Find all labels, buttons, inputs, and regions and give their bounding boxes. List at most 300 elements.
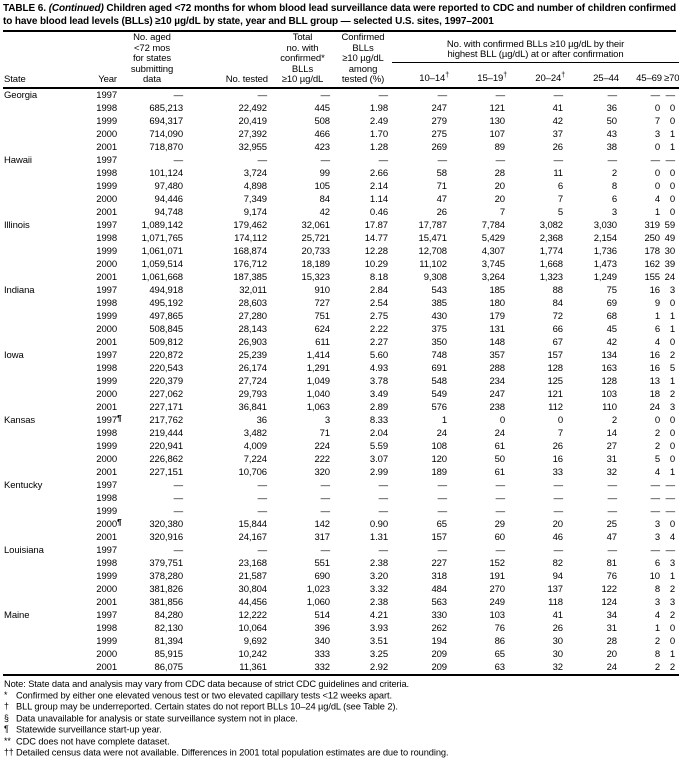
value-cell: 4 [654, 336, 660, 348]
value-cell: 15,471 [418, 232, 447, 244]
value-cell: — [607, 154, 617, 166]
value-cell: 1 [669, 128, 676, 140]
value-cell: 25 [606, 518, 617, 530]
state-cell [3, 232, 92, 245]
table-row [3, 297, 679, 310]
value-cell: 1 [654, 206, 660, 218]
value-cell: 8 [654, 648, 660, 660]
value-cell: 0 [499, 414, 505, 426]
value-cell: 86,075 [154, 661, 183, 673]
value-cell: 82 [552, 557, 563, 569]
value-cell: 1,414 [306, 349, 330, 361]
value-cell: 3 [654, 128, 660, 140]
value-cell: 2 [669, 349, 676, 361]
value-cell: 279 [431, 115, 447, 127]
value-cell: 85,915 [154, 648, 183, 660]
year-cell: 1999 [96, 115, 117, 127]
table-row [3, 362, 679, 375]
value-cell: — [257, 479, 267, 491]
value-cell: 1,063 [306, 401, 330, 413]
value-cell: 6 [654, 557, 660, 569]
value-cell: 148 [489, 336, 505, 348]
value-cell: — [665, 544, 676, 556]
value-cell: 7,784 [481, 219, 505, 231]
value-cell: 28 [494, 167, 505, 179]
value-cell: 26 [552, 440, 563, 452]
value-cell: 548 [431, 375, 447, 387]
value-cell: — [495, 505, 505, 517]
value-cell: 27,724 [238, 375, 267, 387]
year-cell: 2001 [96, 401, 117, 413]
value-cell: 30,804 [238, 583, 267, 595]
value-cell: 20 [606, 648, 617, 660]
table-row [3, 622, 679, 635]
value-cell: 10 [649, 570, 660, 582]
value-cell: 46 [552, 531, 563, 543]
value-cell: 2 [611, 167, 617, 179]
value-cell: — [553, 154, 563, 166]
state-cell [3, 258, 92, 271]
state-cell [3, 518, 92, 531]
state-cell [3, 271, 92, 284]
value-cell: 22,492 [238, 102, 267, 114]
year-cell: 1997 [96, 609, 117, 621]
value-cell: — [320, 154, 330, 166]
value-cell: 340 [314, 635, 330, 647]
value-cell: 2.66 [369, 167, 388, 179]
footnote [3, 747, 676, 759]
footnote-text: Detailed census data were not available. Differences in 2001 total population estimates are due to rounding. [16, 747, 449, 758]
year-cell: 1998 [96, 167, 117, 179]
value-cell: 42 [319, 206, 330, 218]
table-row [3, 505, 679, 518]
state-cell [3, 531, 92, 544]
value-cell: 423 [314, 141, 330, 153]
value-cell: 250 [644, 232, 660, 244]
value-cell: 94 [552, 570, 563, 582]
table-row [3, 141, 679, 154]
value-cell: — [650, 505, 660, 517]
value-cell: — [257, 505, 267, 517]
year-cell: 1997 [96, 284, 117, 296]
value-cell: 16 [649, 349, 660, 361]
value-cell: — [437, 505, 447, 517]
value-cell: — [173, 492, 183, 504]
col-header-year: Year [98, 74, 117, 85]
value-cell: 125 [547, 375, 563, 387]
value-cell: 137 [547, 583, 563, 595]
value-cell: 61 [494, 440, 505, 452]
value-cell: — [495, 492, 505, 504]
value-cell: 84 [319, 193, 330, 205]
value-cell: 219,444 [149, 427, 183, 439]
table-row [3, 258, 679, 271]
value-cell: 8 [611, 180, 617, 192]
value-cell: — [665, 505, 676, 517]
value-cell: 2 [654, 440, 660, 452]
value-cell: 63 [494, 661, 505, 673]
value-cell: 247 [489, 388, 505, 400]
col-header-state: State [4, 74, 26, 85]
value-cell: 0 [669, 180, 676, 192]
value-cell: 7 [557, 193, 563, 205]
value-cell: — [553, 492, 563, 504]
value-cell: 174,112 [234, 232, 267, 244]
value-cell: 2.84 [369, 284, 388, 296]
state-cell: Illinois [4, 219, 30, 231]
value-cell: 31 [606, 622, 617, 634]
year-cell: 2001 [96, 271, 117, 283]
year-cell: 2001 [96, 466, 117, 478]
value-cell: 4,307 [481, 245, 505, 257]
value-cell: 68 [606, 310, 617, 322]
table-row [3, 88, 679, 102]
footnote [3, 701, 676, 713]
state-cell [3, 388, 92, 401]
value-cell: 32 [552, 661, 563, 673]
value-cell: 12,708 [418, 245, 447, 257]
value-cell: — [378, 492, 388, 504]
value-cell: 0 [669, 427, 676, 439]
table-row [3, 596, 679, 609]
value-cell: 10,242 [238, 648, 267, 660]
year-cell: 2001 [96, 141, 117, 153]
table-row [3, 349, 679, 362]
year-cell: 2000 [96, 453, 117, 465]
table-row [3, 245, 679, 258]
value-cell: 910 [314, 284, 330, 296]
value-cell: 103 [601, 388, 617, 400]
value-cell: 168,874 [233, 245, 267, 257]
value-cell: — [257, 154, 267, 166]
footnote-text: Confirmed by either one elevated venous test or two elevated capillary tests <12 weeks apart. [16, 690, 392, 700]
col-header-no-tested: No. tested [225, 74, 268, 85]
value-cell: 69 [606, 297, 617, 309]
value-cell: 226,862 [149, 453, 183, 465]
value-cell: 189 [431, 466, 447, 478]
value-cell: — [665, 89, 676, 101]
value-cell: 220,872 [149, 349, 183, 361]
value-cell: 32,061 [301, 219, 330, 231]
value-cell: 1,071,765 [141, 232, 183, 244]
value-cell: 3 [654, 518, 660, 530]
state-cell [3, 141, 92, 154]
value-cell: — [437, 89, 447, 101]
value-cell: 0 [654, 102, 660, 114]
value-cell: 122 [601, 583, 617, 595]
value-cell: 24 [664, 271, 676, 283]
table-row [3, 518, 679, 531]
value-cell: 152 [489, 557, 505, 569]
value-cell: 4,009 [243, 440, 267, 452]
value-cell: 30 [552, 648, 563, 660]
value-cell: 31 [606, 453, 617, 465]
value-cell: 71 [319, 427, 330, 439]
value-cell: 13 [649, 375, 660, 387]
value-cell: 685,213 [149, 102, 183, 114]
value-cell: — [173, 89, 183, 101]
footnote [3, 690, 676, 702]
state-cell [3, 440, 92, 453]
value-cell: 751 [314, 310, 330, 322]
table-row [3, 440, 679, 453]
state-cell: Hawaii [4, 154, 32, 166]
value-cell: 549 [431, 388, 447, 400]
value-cell: 494,918 [149, 284, 183, 296]
value-cell: 131 [489, 323, 505, 335]
value-cell: 11,361 [239, 661, 267, 673]
value-cell: 319 [644, 219, 660, 231]
value-cell: — [320, 89, 330, 101]
year-cell: 1999 [96, 440, 117, 452]
value-cell: — [437, 544, 447, 556]
value-cell: 2 [654, 427, 660, 439]
value-cell: 2 [669, 609, 676, 621]
value-cell: 3 [669, 284, 676, 296]
value-cell: — [665, 492, 676, 504]
value-cell: 3.07 [369, 453, 388, 465]
value-cell: 0.90 [369, 518, 388, 530]
state-cell [3, 596, 92, 609]
value-cell: 2 [654, 661, 660, 673]
table-row [3, 271, 679, 284]
value-cell: 227,151 [149, 466, 183, 478]
value-cell: 65 [436, 518, 447, 530]
value-cell: — [320, 544, 330, 556]
value-cell: 162 [644, 258, 660, 270]
value-cell: 484 [431, 583, 447, 595]
value-cell: 84 [552, 297, 563, 309]
dagger-mark: † [503, 71, 507, 79]
value-cell: 59 [664, 219, 676, 231]
value-cell: 179 [489, 310, 505, 322]
value-cell: 26 [552, 141, 563, 153]
value-cell: 209 [431, 648, 447, 660]
value-cell: 0 [669, 167, 676, 179]
value-cell: 37 [552, 128, 563, 140]
value-cell: 718,870 [149, 141, 183, 153]
value-cell: 142 [314, 518, 330, 530]
value-cell: 0 [654, 414, 660, 426]
year-cell: 1997 [96, 479, 117, 491]
value-cell: 330 [431, 609, 447, 621]
value-cell: 18,189 [301, 258, 330, 270]
value-cell: 10,064 [238, 622, 267, 634]
col-header-bll-group: No. with confirmed BLLs ≥10 µg/dL by their highest BLL (µg/dL) at or after confirmation [392, 33, 679, 62]
value-cell: 234 [489, 375, 505, 387]
value-cell: 107 [489, 128, 505, 140]
value-cell: 714,090 [149, 128, 183, 140]
value-cell: 220,543 [149, 362, 183, 374]
year-cell: 2000 [96, 583, 117, 595]
value-cell: 1 [669, 375, 676, 387]
year-cell: 2000¶ [96, 516, 122, 530]
value-cell: — [650, 154, 660, 166]
value-cell: 3 [669, 557, 676, 569]
footnote-mark: † [4, 701, 9, 711]
value-cell: 543 [431, 284, 447, 296]
state-cell [3, 115, 92, 128]
table-row [3, 336, 679, 349]
value-cell: 350 [431, 336, 447, 348]
value-cell: 6 [557, 180, 563, 192]
value-cell: 0 [669, 635, 676, 647]
value-cell: 3 [654, 531, 660, 543]
value-cell: 5 [557, 206, 563, 218]
value-cell: 20,419 [238, 115, 267, 127]
year-cell: 2001 [96, 206, 117, 218]
value-cell: 509,812 [149, 336, 183, 348]
value-cell: 9,308 [423, 271, 447, 283]
year-cell: 1999 [96, 505, 117, 517]
value-cell: 2 [611, 414, 617, 426]
year-cell: 2000 [96, 323, 117, 335]
value-cell: 217,762 [149, 414, 183, 426]
value-cell: 15,844 [238, 518, 267, 530]
value-cell: 118 [548, 596, 563, 608]
value-cell: — [607, 492, 617, 504]
value-cell: 24 [436, 427, 447, 439]
state-cell [3, 492, 92, 505]
value-cell: 103 [489, 609, 505, 621]
value-cell: 65 [494, 648, 505, 660]
value-cell: — [173, 154, 183, 166]
value-cell: — [607, 544, 617, 556]
value-cell: 0 [654, 167, 660, 179]
state-cell [3, 648, 92, 661]
year-cell: 1998 [96, 297, 117, 309]
value-cell: 7,349 [243, 193, 267, 205]
year-cell: 1998 [96, 232, 117, 244]
value-cell: 3 [669, 596, 676, 608]
table-row [3, 310, 679, 323]
value-cell: 247 [431, 102, 447, 114]
value-cell: 2.89 [369, 401, 388, 413]
table-title-prefix: TABLE 6. [3, 3, 46, 14]
footnote-text: Data unavailable for analysis or state surveillance system not in place. [16, 713, 298, 723]
value-cell: 9,174 [243, 206, 267, 218]
footnote [3, 736, 676, 748]
value-cell: 20 [494, 193, 505, 205]
value-cell: 1 [669, 570, 676, 582]
value-cell: 209 [431, 661, 447, 673]
value-cell: 1.28 [369, 141, 388, 153]
value-cell: 76 [494, 622, 505, 634]
state-cell [3, 453, 92, 466]
value-cell: 0 [654, 180, 660, 192]
value-cell: 748 [431, 349, 447, 361]
footnote-mark: * [4, 689, 8, 700]
value-cell: 238 [489, 401, 505, 413]
value-cell: — [553, 479, 563, 491]
value-cell: 3.78 [369, 375, 388, 387]
value-cell: 3,724 [243, 167, 267, 179]
value-cell: — [607, 89, 617, 101]
state-cell [3, 466, 92, 479]
value-cell: 11 [553, 167, 563, 179]
value-cell: — [650, 89, 660, 101]
value-cell: 89 [494, 141, 505, 153]
value-cell: 3,030 [593, 219, 617, 231]
value-cell: 16 [649, 362, 660, 374]
bll-range-label: 15–19 [477, 73, 504, 84]
value-cell: 86 [494, 635, 505, 647]
value-cell: 24 [494, 427, 505, 439]
value-cell: 332 [314, 661, 330, 673]
col-header-bll-15-19 [451, 62, 509, 87]
value-cell: 21,587 [238, 570, 267, 582]
value-cell: 1,061,668 [141, 271, 183, 283]
value-cell: 514 [314, 609, 330, 621]
value-cell: 0 [669, 102, 676, 114]
value-cell: — [378, 479, 388, 491]
bll-range-label: 10–14 [419, 73, 446, 84]
footnote-mark: ¶ [4, 724, 9, 734]
value-cell: — [257, 89, 267, 101]
table-row [3, 102, 679, 115]
state-cell: Kentucky [4, 479, 43, 491]
value-cell: — [378, 544, 388, 556]
value-cell: 17.87 [364, 219, 388, 231]
state-cell [3, 635, 92, 648]
value-cell: 121 [489, 102, 505, 114]
value-cell: 60 [494, 531, 505, 543]
year-cell: 2000 [96, 193, 117, 205]
value-cell: 0 [669, 206, 676, 218]
state-cell: Indiana [4, 284, 35, 296]
value-cell: 1.31 [369, 531, 388, 543]
year-cell: 1998 [96, 622, 117, 634]
value-cell: 105 [314, 180, 330, 192]
value-cell: 317 [314, 531, 330, 543]
year-cell: 2000 [96, 388, 117, 400]
year-cell: 2000 [96, 648, 117, 660]
value-cell: 26 [552, 622, 563, 634]
value-cell: 36 [606, 102, 617, 114]
table-row [3, 648, 679, 661]
year-cell: 1999 [96, 570, 117, 582]
footnote-text: CDC does not have complete dataset. [16, 736, 170, 746]
notes-section [3, 679, 676, 759]
footnote-mark: †† [4, 747, 14, 757]
state-cell [3, 102, 92, 115]
value-cell: 61 [494, 466, 505, 478]
value-cell: 42 [552, 115, 563, 127]
value-cell: — [437, 154, 447, 166]
value-cell: 36 [256, 414, 267, 426]
table-row [3, 661, 679, 675]
year-cell: 2001 [96, 336, 117, 348]
value-cell: 5 [654, 453, 660, 465]
value-cell: 14.77 [364, 232, 388, 244]
value-cell: 1,040 [306, 388, 330, 400]
footnote [3, 724, 676, 736]
value-cell: 320 [314, 466, 330, 478]
value-cell: 3.49 [369, 388, 388, 400]
value-cell: — [495, 479, 505, 491]
col-header-bll-25-44 [567, 62, 621, 87]
value-cell: 495,192 [149, 297, 183, 309]
value-cell: 26,903 [238, 336, 267, 348]
value-cell: 375 [431, 323, 447, 335]
value-cell: 5,429 [481, 232, 505, 244]
value-cell: 1 [669, 466, 676, 478]
value-cell: 1,736 [593, 245, 617, 257]
value-cell: 121 [547, 388, 563, 400]
value-cell: 270 [489, 583, 505, 595]
year-cell: 1999 [96, 180, 117, 192]
surveillance-data-table [3, 33, 679, 676]
